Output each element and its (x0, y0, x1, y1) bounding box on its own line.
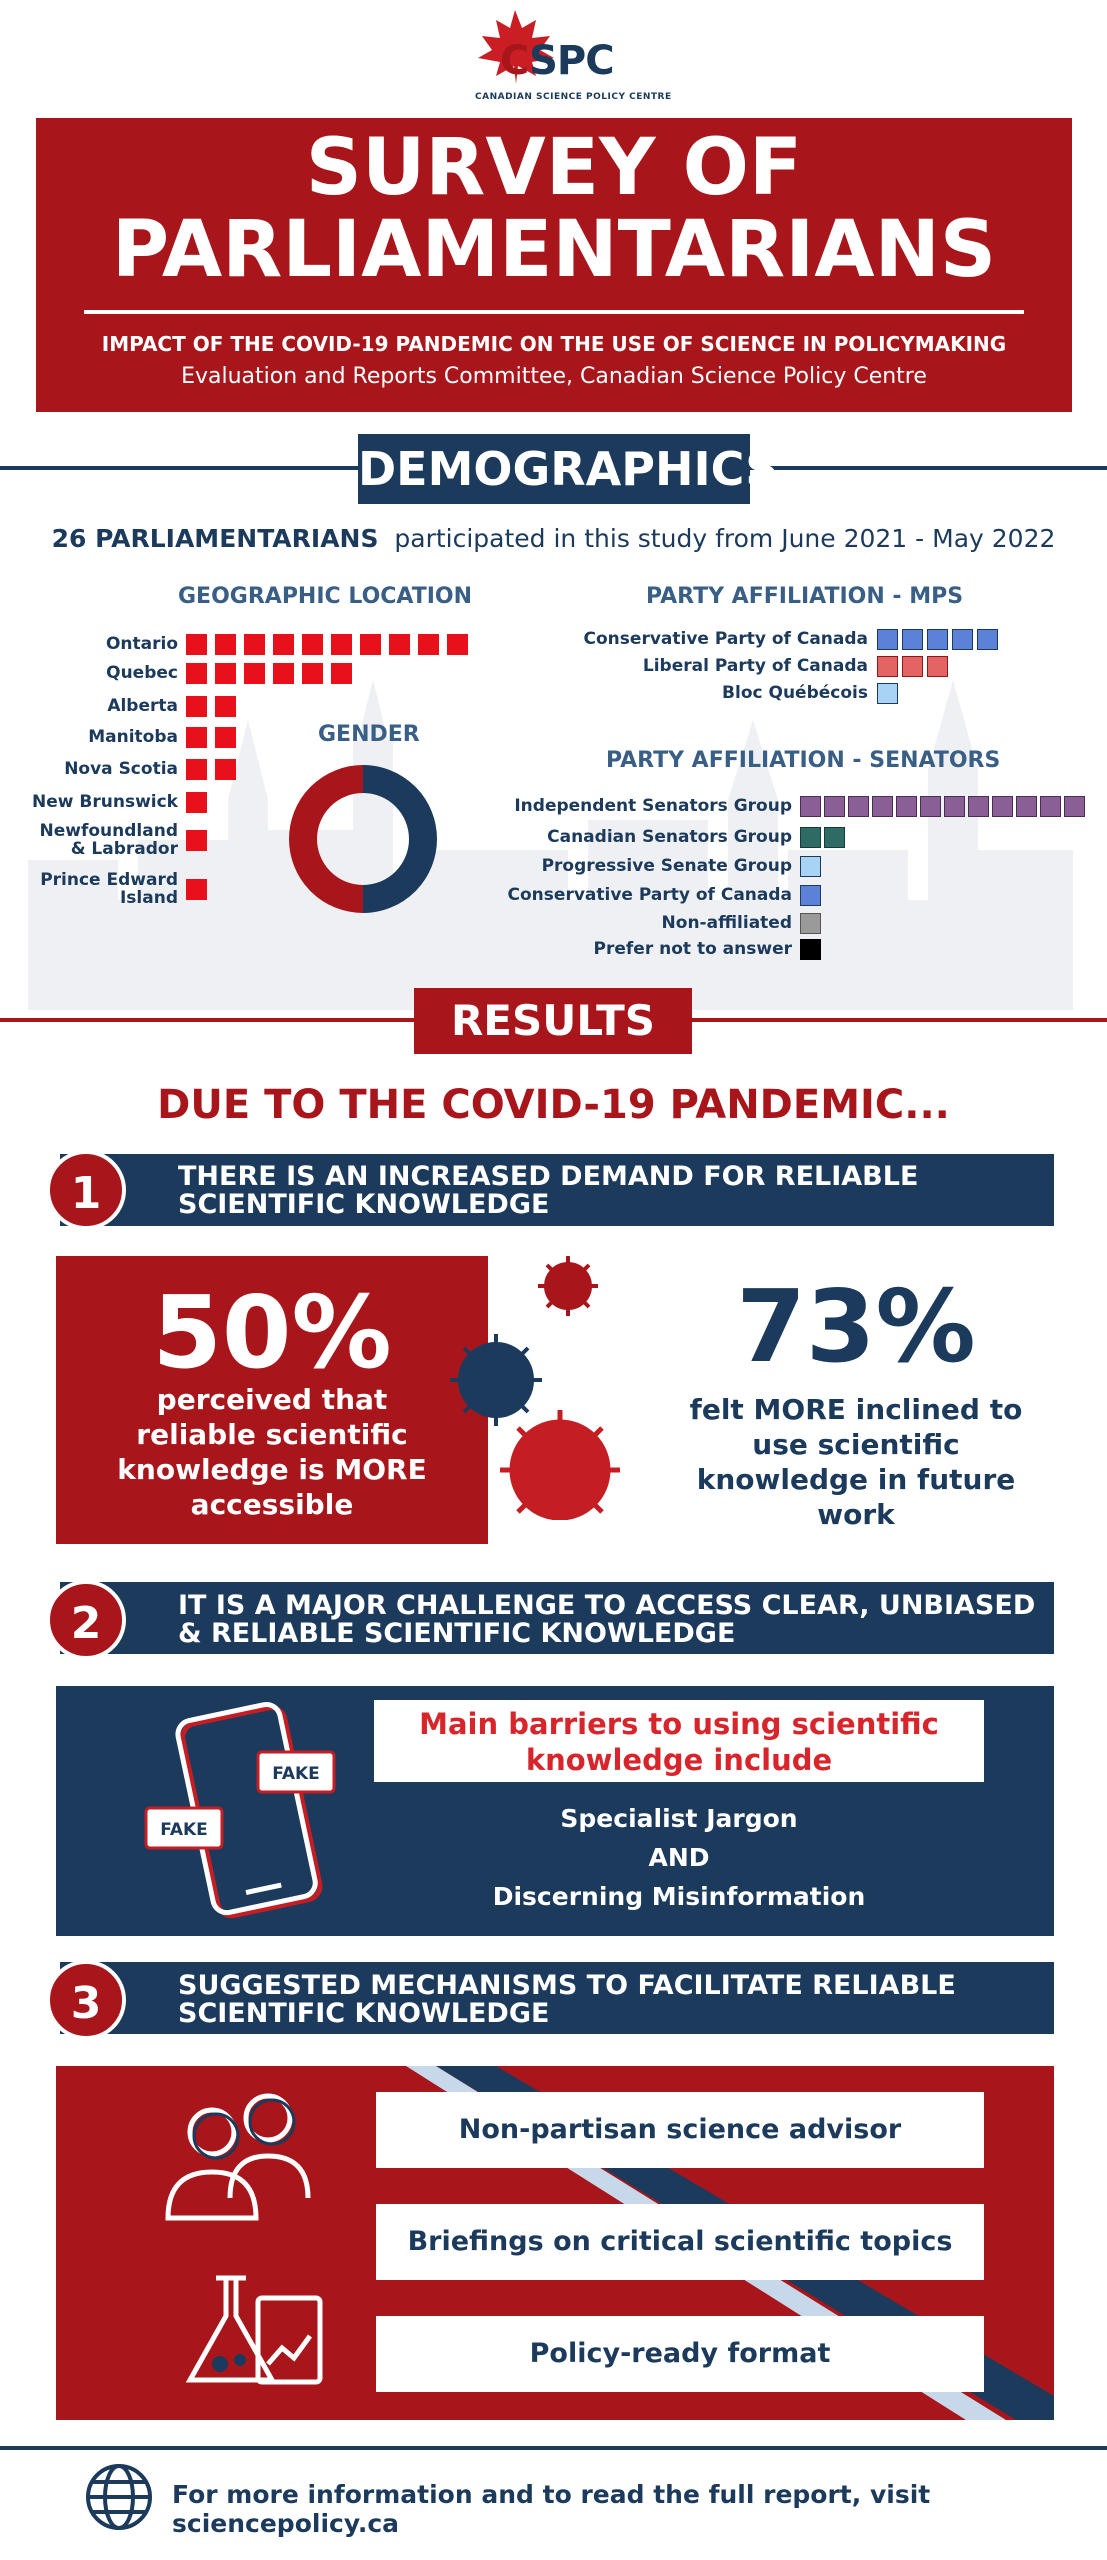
mp-bar-square (877, 656, 898, 677)
mp-bar-label: Conservative Party of Canada (583, 629, 868, 649)
footer-link-text[interactable]: For more information and to read the full report, visit sciencepolicy.ca (172, 2480, 931, 2538)
finding-1-text: THERE IS AN INCREASED DEMAND FOR RELIABLE SCIENTIFIC KNOWLEDGE (178, 1161, 919, 1220)
sen-bar-label: Prefer not to answer (593, 939, 792, 959)
sen-bar-square (800, 827, 821, 848)
gender-segment-navy (363, 779, 423, 899)
geo-bar-square (186, 727, 207, 748)
finding-1-number: 1 (46, 1150, 126, 1230)
sen-bar-square (968, 796, 989, 817)
title-subtitle: IMPACT OF THE COVID-19 PANDEMIC ON THE USE OF SCIENCE IN POLICYMAKING (101, 332, 1007, 356)
geo-bar-square (244, 634, 265, 655)
gender-segment-red (303, 779, 363, 899)
geo-bar-label: Nova Scotia (64, 759, 178, 779)
sen-bar-label: Progressive Senate Group (541, 856, 792, 876)
sen-bar-label: Independent Senators Group (514, 796, 792, 816)
geo-bar-square (389, 634, 410, 655)
demographics-intro: 26 PARLIAMENTARIANS participated in this study from June 2021 - May 2022 (51, 524, 1056, 553)
geo-bar-square (215, 759, 236, 780)
mp-bar-label: Liberal Party of Canada (642, 656, 868, 676)
finding-2-text: IT IS A MAJOR CHALLENGE TO ACCESS CLEAR, UNBIASED & RELIABLE SCIENTIFIC KNOWLEDGE (178, 1590, 1036, 1649)
geo-bar-square (273, 663, 294, 684)
geo-bar-square (186, 696, 207, 717)
sen-bar-square (992, 796, 1013, 817)
geo-bar-square (447, 634, 468, 655)
title-banner (36, 118, 1072, 412)
finding-3-text: SUGGESTED MECHANISMS TO FACILITATE RELIABLE SCIENTIFIC KNOWLEDGE (178, 1970, 956, 2029)
virus-icon (440, 1250, 660, 1520)
mp-bar-square (927, 629, 948, 650)
geo-bar-square (302, 634, 323, 655)
mechanism-science-advisor: Non-partisan science advisor (376, 2092, 984, 2168)
title-divider (84, 310, 1024, 314)
due-to-pandemic-heading: DUE TO THE COVID-19 PANDEMIC... (157, 1082, 950, 1128)
geo-bar-square (215, 727, 236, 748)
stat-50-value: 50% (152, 1274, 392, 1391)
logo-subtitle: CANADIAN SCIENCE POLICY CENTRE (475, 92, 672, 102)
sen-bar-square (800, 796, 821, 817)
party-affiliation-senators-heading: PARTY AFFILIATION - SENATORS (606, 748, 1001, 773)
mechanism-policy-ready-format: Policy-ready format (376, 2316, 984, 2392)
mp-bar-square (877, 629, 898, 650)
geo-bar-label: Quebec (106, 663, 178, 683)
barrier-and: AND (648, 1843, 710, 1872)
barrier-jargon: Specialist Jargon (560, 1804, 798, 1833)
gender-heading: GENDER (318, 722, 420, 747)
sen-bar-square (824, 827, 845, 848)
geo-bar-square (360, 634, 381, 655)
fake-label-left: FAKE (160, 1820, 208, 1840)
mechanism-briefings: Briefings on critical scientific topics (376, 2204, 984, 2280)
geo-bar-label: Newfoundland & Labrador (39, 821, 178, 859)
geo-bar-square (215, 634, 236, 655)
sen-bar-square (1016, 796, 1037, 817)
footer-divider (0, 2446, 1107, 2450)
title-committee: Evaluation and Reports Committee, Canadian Science Policy Centre (181, 364, 927, 389)
stat-50-description: perceived that reliable scientific knowledge is MORE accessible (117, 1383, 427, 1521)
gender-donut-chart (288, 764, 438, 914)
geo-bar-square (186, 792, 207, 813)
page-title-line2: PARLIAMENTARIANS (111, 205, 997, 295)
geo-bar-square (186, 663, 207, 684)
sen-bar-square (800, 885, 821, 906)
sen-bar-square (1064, 796, 1085, 817)
finding-3-number: 3 (46, 1960, 126, 2040)
mp-bar-square (927, 656, 948, 677)
sen-bar-label: Non-affiliated (661, 913, 792, 933)
geo-bar-square (273, 634, 294, 655)
geo-bar-label: New Brunswick (32, 792, 178, 812)
flask-report-icon (176, 2268, 336, 2398)
sen-bar-label: Conservative Party of Canada (507, 885, 792, 905)
barrier-misinformation: Discerning Misinformation (492, 1882, 866, 1911)
sen-bar-square (800, 939, 821, 960)
mp-bar-label: Bloc Québécois (722, 683, 868, 703)
geo-bar-label: Prince Edward Island (40, 870, 178, 908)
stat-73-value: 73% (736, 1268, 976, 1385)
barriers-heading: Main barriers to using scientific knowledge include (419, 1707, 939, 1777)
globe-icon (84, 2462, 154, 2532)
sen-bar-square (944, 796, 965, 817)
fake-news-phone-icon (140, 1700, 360, 1930)
geo-bar-square (186, 830, 207, 851)
mp-bar-square (952, 629, 973, 650)
party-affiliation-mps-heading: PARTY AFFILIATION - MPS (646, 584, 964, 609)
sen-bar-square (848, 796, 869, 817)
geographic-location-heading: GEOGRAPHIC LOCATION (178, 584, 473, 609)
geo-bar-square (215, 696, 236, 717)
sen-bar-square (824, 796, 845, 817)
mp-bar-square (902, 656, 923, 677)
advisors-people-icon (150, 2088, 340, 2238)
fake-label-right: FAKE (272, 1764, 320, 1784)
geo-bar-square (215, 663, 236, 684)
sen-bar-square (800, 856, 821, 877)
geo-bar-square (186, 634, 207, 655)
sen-bar-label: Canadian Senators Group (547, 827, 792, 847)
geo-bar-square (331, 634, 352, 655)
geo-bar-square (186, 759, 207, 780)
sen-bar-square (920, 796, 941, 817)
demographics-heading: DEMOGRAPHICS (358, 434, 750, 504)
sen-bar-square (1040, 796, 1061, 817)
geo-bar-label: Ontario (105, 634, 178, 654)
mp-bar-square (902, 629, 923, 650)
geo-bar-label: Alberta (107, 696, 178, 716)
mp-bar-square (977, 629, 998, 650)
geo-bar-square (331, 663, 352, 684)
sen-bar-square (896, 796, 917, 817)
geo-bar-square (418, 634, 439, 655)
stat-73-description: felt MORE inclined to use scientific knowledge in future work (689, 1393, 1023, 1531)
geo-bar-square (244, 663, 265, 684)
finding-2-number: 2 (46, 1580, 126, 1660)
geo-bar-label: Manitoba (88, 727, 178, 747)
sen-bar-square (872, 796, 893, 817)
geo-bar-square (186, 879, 207, 900)
results-heading: RESULTS (414, 988, 692, 1054)
logo-wordmark: CSPC (500, 38, 614, 84)
geo-bar-square (302, 663, 323, 684)
sen-bar-square (800, 913, 821, 934)
page-title-line1: SURVEY OF (305, 123, 803, 213)
mp-bar-square (877, 683, 898, 704)
